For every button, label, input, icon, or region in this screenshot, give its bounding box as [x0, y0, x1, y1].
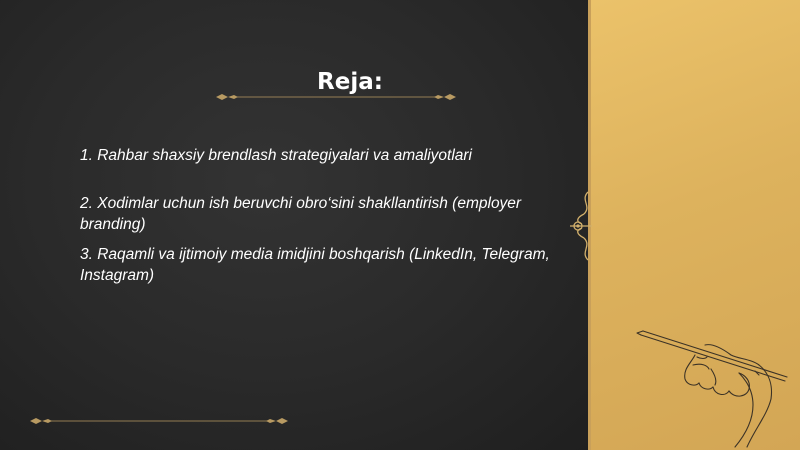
- title-divider-icon: [214, 90, 458, 104]
- hand-pen-illustration-icon: [635, 325, 800, 450]
- scroll-ornament-icon: [566, 190, 598, 262]
- bottom-divider-icon: [28, 414, 290, 428]
- slide-title: Reja:: [317, 69, 383, 95]
- agenda-item-1: 1. Rahbar shaxsiy brendlash strategiyalari va amaliyotlari: [80, 147, 472, 164]
- agenda-item-2: 2. Xodimlar uchun ish beruvchi obro‘sini shakllantirish (employer branding): [80, 195, 522, 233]
- agenda-item-3: 3. Raqamli va ijtimoiy media imidjini boshqarish (LinkedIn, Telegram, Instagram): [80, 246, 550, 284]
